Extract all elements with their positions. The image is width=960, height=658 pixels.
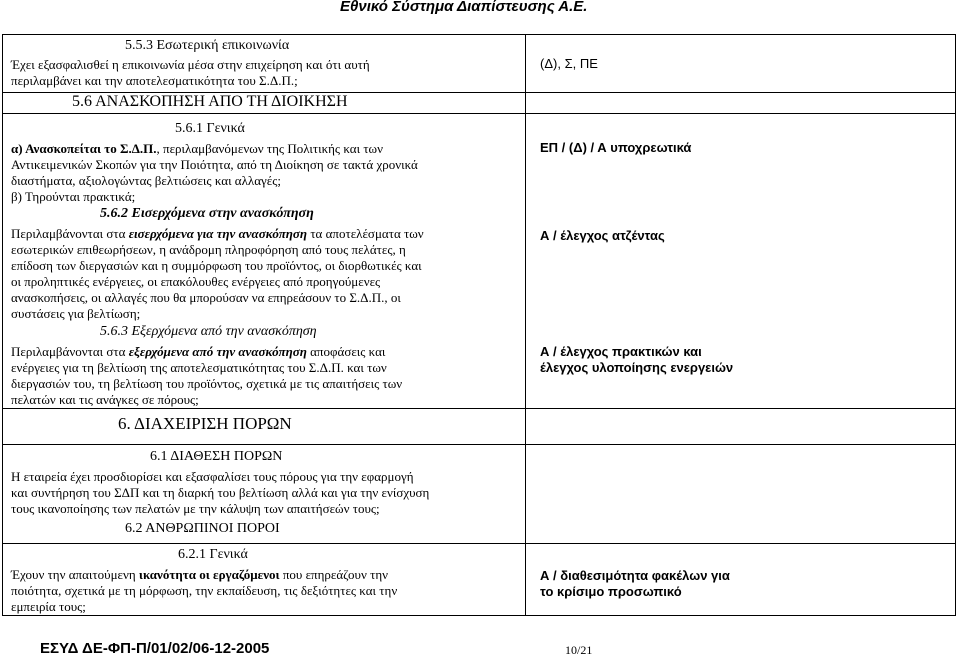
section-5-6-2-heading: 5.6.2 Εισερχόμενα στην ανασκόπηση: [100, 206, 314, 221]
section-5-5-3-verification: (Δ), Σ, ΠΕ: [540, 56, 598, 71]
section-5-6-1-text: α) Ανασκοπείται το Σ.Δ.Π., περιλαμβανόμενων της Πολιτικής και των: [11, 141, 383, 156]
section-5-6-heading: 5.6 ΑΝΑΣΚΟΠΗΣΗ ΑΠΟ ΤΗ ΔΙΟΙΚΗΣΗ: [72, 93, 348, 110]
section-6-1-text: και συντήρηση του ΣΔΠ και τη διαρκή του βελτίωση αλλά και για την ενίσχυση: [11, 485, 430, 500]
section-5-6-2-text: ανασκοπήσεις, οι αλλαγές που θα μπορούσαν να επηρεάσουν το Σ.Δ.Π., οι: [11, 290, 401, 305]
section-6-1-heading: 6.1 ΔΙΑΘΕΣΗ ΠΟΡΩΝ: [150, 449, 283, 464]
column-divider: [525, 34, 526, 616]
section-5-6-1-text: διαστήματα, αξιολογώντας βελτιώσεις και αλλαγές;: [11, 173, 282, 188]
section-6-1-text: Η εταιρεία έχει προσδιορίσει και εξασφαλίσει τους πόρους για την εφαρμογή: [11, 469, 414, 484]
section-5-6-1-verification: ΕΠ / (Δ) / Α υποχρεωτικά: [540, 140, 692, 155]
section-6-2-1-text: ποιότητα, σχετικά με τη μόρφωση, την εκπαίδευση, τις δεξιότητες και την: [11, 583, 398, 598]
section-5-6-3-verification: Α / έλεγχος πρακτικών και: [540, 344, 702, 359]
section-6-2-1-verification: Α / διαθεσιμότητα φακέλων για: [540, 568, 730, 583]
section-6-1-text: τους ικανοποίησης των πελατών με την κάλυψη των απαιτήσεών τους;: [11, 501, 380, 516]
section-6-2-1-text: Έχουν την απαιτούμενη ικανότητα οι εργαζόμενοι που επηρεάζουν την: [11, 567, 389, 582]
row-divider: [2, 408, 956, 409]
section-5-6-3-text: πελατών και τις ανάγκες σε πόρους;: [11, 392, 199, 407]
section-5-6-3-text: διεργασιών του, τη βελτίωση του προϊόντος, σχετικά με τις απαιτήσεις των: [11, 376, 403, 391]
document-header-title: Εθνικό Σύστημα Διαπίστευσης Α.Ε.: [340, 0, 588, 15]
section-5-6-2-text: επίδοση των διεργασιών και η συμμόρφωση του προϊόντος, οι διορθωτικές και: [11, 258, 422, 273]
footer-page-number: 10/21: [565, 643, 593, 657]
section-5-5-3-heading: 5.5.3 Εσωτερική επικοινωνία: [125, 38, 290, 53]
section-5-6-2-text: εσωτερικών επιθεωρήσεων, η ανάδρομη πληροφόρηση από τους πελάτες, η: [11, 242, 406, 257]
section-5-6-3-text: ενέργειες για τη βελτίωση της αποτελεσματικότητας του Σ.Δ.Π. και των: [11, 360, 387, 375]
section-5-6-2-text: συστάσεις για βελτίωση;: [11, 306, 141, 321]
section-6-2-heading: 6.2 ΑΝΘΡΩΠΙΝΟΙ ΠΟΡΟΙ: [125, 521, 280, 536]
section-5-6-1-text: β) Τηρούνται πρακτικά;: [11, 189, 136, 204]
row-divider: [2, 113, 956, 114]
section-5-6-3-heading: 5.6.3 Εξερχόμενα από την ανασκόπηση: [100, 324, 317, 339]
section-5-6-1-heading: 5.6.1 Γενικά: [175, 121, 245, 136]
section-5-6-3-verification: έλεγχος υλοποίησης ενεργειών: [540, 360, 734, 375]
section-5-6-1-text: Αντικειμενικών Σκοπών για την Ποιότητα, από τη Διοίκηση σε τακτά χρονικά: [11, 157, 418, 172]
section-5-5-3-text: Έχει εξασφαλισθεί η επικοινωνία μέσα στην επιχείρηση και ότι αυτή: [11, 57, 370, 72]
section-6-2-1-heading: 6.2.1 Γενικά: [178, 547, 248, 562]
row-divider: [2, 543, 956, 544]
section-5-6-2-verification: Α / έλεγχος ατζέντας: [540, 228, 665, 243]
section-6-heading: 6. ΔΙΑΧΕΙΡΙΣΗ ΠΟΡΩΝ: [118, 414, 292, 433]
section-5-5-3-text: περιλαμβάνει και την αποτελεσματικότητα του Σ.Δ.Π.;: [11, 73, 298, 88]
section-6-2-1-verification: το κρίσιμο προσωπικό: [540, 584, 682, 599]
row-divider: [2, 444, 956, 445]
section-5-6-2-text: Περιλαμβάνονται στα εισερχόμενα για την ανασκόπηση τα αποτελέσματα των: [11, 226, 424, 241]
section-6-2-1-text: εμπειρία τους;: [11, 599, 86, 614]
section-5-6-2-text: οι προληπτικές ενέργειες, οι επακόλουθες ενέργειες από προηγούμενες: [11, 274, 381, 289]
section-5-6-3-text: Περιλαμβάνονται στα εξερχόμενα από την ανασκόπηση αποφάσεις και: [11, 344, 386, 359]
footer-document-code: ΕΣΥΔ ΔΕ-ΦΠ-Π/01/02/06-12-2005: [40, 640, 270, 657]
